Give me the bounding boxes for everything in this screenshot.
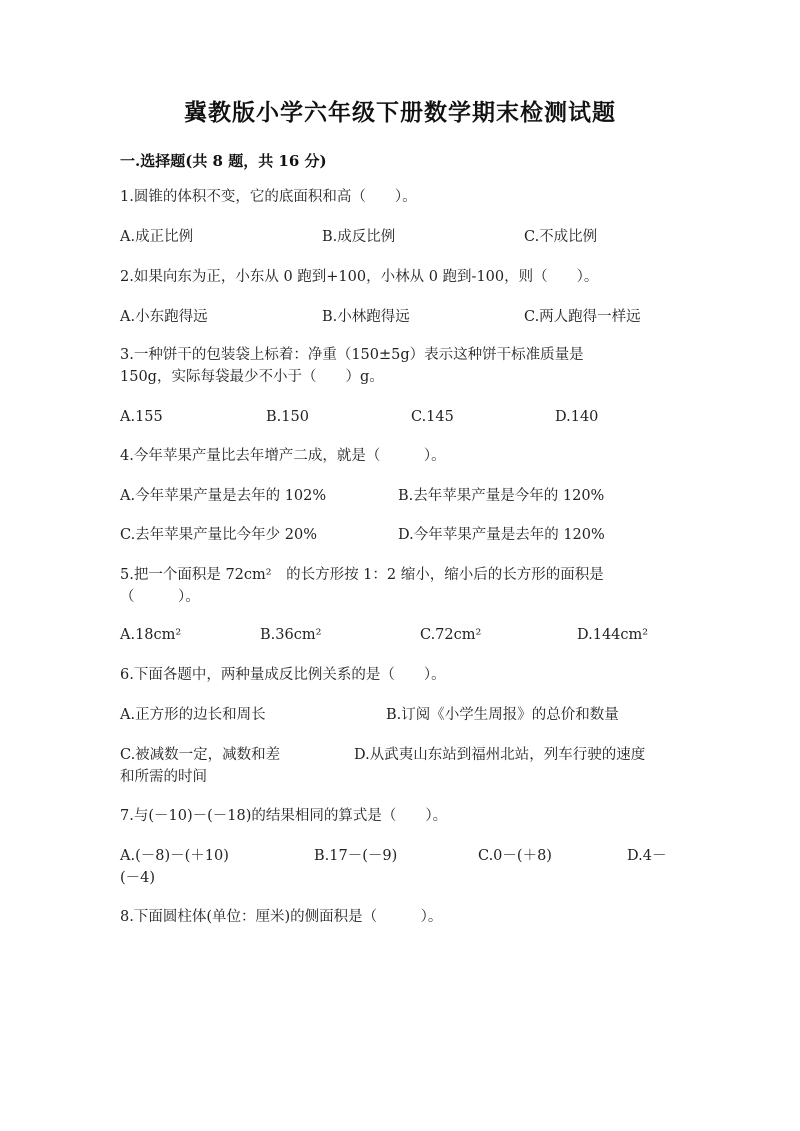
question-3-text-line-1: 3.一种饼干的包装袋上标着：净重（150±5g）表示这种饼干标准质量是 [120, 347, 584, 363]
question-3-option-a: A.155 [120, 409, 163, 425]
question-5-text-line-1: 5.把一个面积是 72cm² 的长方形按 1：2 缩小，缩小后的长方形的面积是 [120, 567, 604, 583]
question-5-option-c: C.72cm² [420, 627, 482, 643]
question-4-option-b: B.去年苹果产量是今年的 120% [398, 488, 605, 504]
section-heading: 一.选择题(共 8 题，共 16 分) [120, 152, 327, 170]
question-4-option-a: A.今年苹果产量是去年的 102% [120, 488, 327, 504]
question-6-option-d-line-1: D.从武夷山东站到福州北站，列车行驶的速度 [354, 747, 646, 763]
question-7-option-c: C.0－(＋8) [478, 848, 552, 864]
question-5-option-d: D.144cm² [577, 627, 649, 643]
question-7-option-a: A.(－8)－(＋10) [120, 848, 229, 864]
question-2-option-b: B.小林跑得远 [322, 309, 410, 325]
question-2-option-c: C.两人跑得一样远 [524, 309, 641, 325]
question-1-option-c: C.不成比例 [524, 229, 598, 245]
question-4-option-c: C.去年苹果产量比今年少 20% [120, 527, 318, 543]
question-6-option-d-line-2: 和所需的时间 [120, 769, 207, 785]
question-7-option-d-line-1: D.4－ [627, 848, 667, 864]
question-1-option-a: A.成正比例 [120, 229, 194, 245]
question-3-option-d: D.140 [555, 409, 599, 425]
question-6-option-b: B.订阅《小学生周报》的总价和数量 [386, 707, 619, 723]
question-7-option-b: B.17－(－9) [314, 848, 398, 864]
question-3-text-line-2: 150g，实际每袋最少不小于（ ）g。 [120, 369, 384, 385]
question-7-option-d-line-2: (－4) [120, 870, 156, 886]
question-4-text: 4.今年苹果产量比去年增产二成，就是（ ）。 [120, 448, 446, 464]
question-5-option-b: B.36cm² [260, 627, 322, 643]
question-8-text: 8.下面圆柱体(单位：厘米)的侧面积是（ ）。 [120, 909, 443, 925]
question-3-option-b: B.150 [266, 409, 309, 425]
question-1-option-b: B.成反比例 [322, 229, 396, 245]
question-6-option-a: A.正方形的边长和周长 [120, 707, 266, 723]
question-3-option-c: C.145 [411, 409, 454, 425]
document-title: 冀教版小学六年级下册数学期末检测试题 [184, 99, 616, 126]
question-2-text: 2.如果向东为正，小东从 0 跑到+100，小林从 0 跑到-100，则（ ）。 [120, 269, 599, 285]
question-6-text: 6.下面各题中，两种量成反比例关系的是（ ）。 [120, 667, 446, 683]
question-1-text: 1.圆锥的体积不变，它的底面积和高（ ）。 [120, 189, 417, 205]
question-4-option-d: D.今年苹果产量是去年的 120% [398, 527, 605, 543]
question-7-text: 7.与(－10)－(－18)的结果相同的算式是（ ）。 [120, 808, 448, 824]
question-2-option-a: A.小东跑得远 [120, 309, 208, 325]
question-5-option-a: A.18cm² [120, 627, 182, 643]
question-6-option-c: C.被减数一定，减数和差 [120, 747, 281, 763]
question-5-text-line-2: （ ）。 [120, 589, 200, 605]
